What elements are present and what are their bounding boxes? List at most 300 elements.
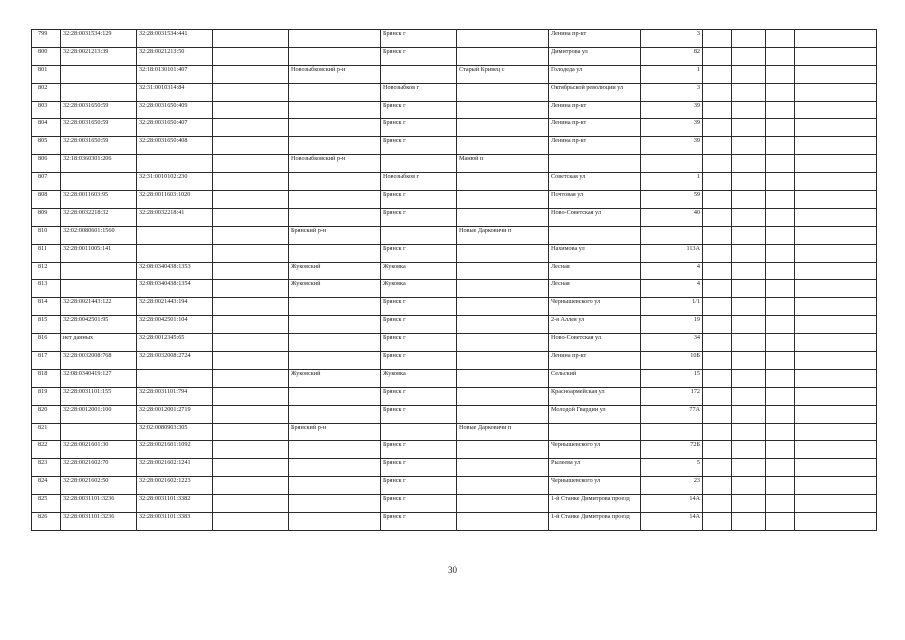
- empty-cell: [732, 298, 766, 316]
- empty-cell: [766, 226, 795, 244]
- land-cadastral-number-cell: 32:28:0021602:50: [61, 477, 137, 495]
- district-cell: [289, 191, 381, 209]
- empty-cell: [766, 30, 795, 48]
- district-cell: Новозыбковский р-н: [289, 65, 381, 83]
- house-number-cell: [641, 423, 703, 441]
- table-row: [32, 387, 877, 405]
- extra-cadastral-cell: [213, 495, 289, 513]
- district-cell: [289, 352, 381, 370]
- empty-cell: [732, 477, 766, 495]
- settlement-cell: [457, 47, 549, 65]
- object-cadastral-number-cell: 32:28:0021443:194: [137, 298, 213, 316]
- empty-cell: [795, 137, 877, 155]
- object-cadastral-number-cell: 32:28:0032218:41: [137, 208, 213, 226]
- empty-cell: [703, 137, 732, 155]
- table-row: [32, 423, 877, 441]
- district-cell: [289, 208, 381, 226]
- street-cell: Ленина пр-кт: [549, 101, 641, 119]
- extra-cadastral-cell: [213, 137, 289, 155]
- table-row: [32, 173, 877, 191]
- empty-cell: [703, 47, 732, 65]
- empty-cell: [766, 191, 795, 209]
- city-cell: Жуковка: [381, 369, 457, 387]
- district-cell: [289, 477, 381, 495]
- empty-cell: [766, 119, 795, 137]
- extra-cadastral-cell: [213, 298, 289, 316]
- table-row: [32, 30, 877, 48]
- settlement-cell: [457, 208, 549, 226]
- extra-cadastral-cell: [213, 83, 289, 101]
- empty-cell: [795, 119, 877, 137]
- extra-cadastral-cell: [213, 155, 289, 173]
- city-cell: Брянск г: [381, 405, 457, 423]
- table-row: [32, 495, 877, 513]
- empty-cell: [703, 101, 732, 119]
- object-cadastral-number-cell: 32:28:0031101:3383: [137, 513, 213, 531]
- table-row: [32, 65, 877, 83]
- object-cadastral-number-cell: 32:28:0031650:407: [137, 119, 213, 137]
- empty-cell: [795, 352, 877, 370]
- land-cadastral-number-cell: 32:28:0032218:32: [61, 208, 137, 226]
- empty-cell: [766, 65, 795, 83]
- city-cell: Брянск г: [381, 495, 457, 513]
- district-cell: [289, 30, 381, 48]
- empty-cell: [703, 119, 732, 137]
- object-cadastral-number-cell: 32:28:0021601:1092: [137, 441, 213, 459]
- land-cadastral-number-cell: 32:28:0021213:39: [61, 47, 137, 65]
- district-cell: Жуковский: [289, 262, 381, 280]
- settlement-cell: [457, 280, 549, 298]
- empty-cell: [766, 280, 795, 298]
- empty-cell: [703, 208, 732, 226]
- street-cell: Лесная: [549, 262, 641, 280]
- house-number-cell: 172: [641, 387, 703, 405]
- empty-cell: [766, 352, 795, 370]
- row-number-cell: 811: [32, 244, 61, 262]
- settlement-cell: [457, 262, 549, 280]
- object-cadastral-number-cell: 32:28:0042501:104: [137, 316, 213, 334]
- district-cell: [289, 244, 381, 262]
- table-row: [32, 513, 877, 531]
- row-number-cell: 816: [32, 334, 61, 352]
- object-cadastral-number-cell: 32:31:0010102:230: [137, 173, 213, 191]
- empty-cell: [703, 459, 732, 477]
- object-cadastral-number-cell: 32:08:0340438:1353: [137, 262, 213, 280]
- empty-cell: [703, 352, 732, 370]
- house-number-cell: 1/1: [641, 298, 703, 316]
- city-cell: [381, 155, 457, 173]
- object-cadastral-number-cell: [137, 226, 213, 244]
- empty-cell: [795, 477, 877, 495]
- row-number-cell: 818: [32, 369, 61, 387]
- row-number-cell: 815: [32, 316, 61, 334]
- city-cell: Новозыбков г: [381, 83, 457, 101]
- object-cadastral-number-cell: 32:08:0340438:1354: [137, 280, 213, 298]
- empty-cell: [732, 226, 766, 244]
- empty-cell: [732, 387, 766, 405]
- district-cell: [289, 101, 381, 119]
- registry-table: [31, 29, 877, 531]
- empty-cell: [795, 173, 877, 191]
- empty-cell: [795, 513, 877, 531]
- empty-cell: [703, 405, 732, 423]
- empty-cell: [795, 65, 877, 83]
- city-cell: Брянск г: [381, 208, 457, 226]
- table-row: [32, 83, 877, 101]
- city-cell: Брянск г: [381, 47, 457, 65]
- object-cadastral-number-cell: 32:28:0031101:3382: [137, 495, 213, 513]
- object-cadastral-number-cell: 32:28:0032008:2724: [137, 352, 213, 370]
- house-number-cell: 34: [641, 334, 703, 352]
- land-cadastral-number-cell: 32:28:0042501:95: [61, 316, 137, 334]
- street-cell: Почтовая ул: [549, 191, 641, 209]
- empty-cell: [795, 441, 877, 459]
- land-cadastral-number-cell: 32:08:0340419:127: [61, 369, 137, 387]
- city-cell: Брянск г: [381, 441, 457, 459]
- land-cadastral-number-cell: 32:02:0080601:1560: [61, 226, 137, 244]
- empty-cell: [703, 298, 732, 316]
- house-number-cell: 14А: [641, 495, 703, 513]
- settlement-cell: [457, 334, 549, 352]
- empty-cell: [795, 30, 877, 48]
- house-number-cell: 39: [641, 101, 703, 119]
- land-cadastral-number-cell: [61, 280, 137, 298]
- house-number-cell: 15: [641, 369, 703, 387]
- empty-cell: [703, 191, 732, 209]
- city-cell: Брянск г: [381, 334, 457, 352]
- settlement-cell: [457, 495, 549, 513]
- settlement-cell: [457, 101, 549, 119]
- street-cell: Ново-Советская ул: [549, 334, 641, 352]
- land-cadastral-number-cell: 32:28:0021443:122: [61, 298, 137, 316]
- empty-cell: [766, 83, 795, 101]
- empty-cell: [703, 495, 732, 513]
- object-cadastral-number-cell: [137, 155, 213, 173]
- empty-cell: [795, 298, 877, 316]
- empty-cell: [732, 513, 766, 531]
- row-number-cell: 803: [32, 101, 61, 119]
- empty-cell: [732, 441, 766, 459]
- district-cell: [289, 137, 381, 155]
- empty-cell: [732, 244, 766, 262]
- settlement-cell: [457, 477, 549, 495]
- city-cell: Брянск г: [381, 387, 457, 405]
- table-row: [32, 101, 877, 119]
- row-number-cell: 819: [32, 387, 61, 405]
- row-number-cell: 805: [32, 137, 61, 155]
- extra-cadastral-cell: [213, 191, 289, 209]
- empty-cell: [732, 459, 766, 477]
- extra-cadastral-cell: [213, 47, 289, 65]
- city-cell: Брянск г: [381, 316, 457, 334]
- row-number-cell: 808: [32, 191, 61, 209]
- empty-cell: [732, 30, 766, 48]
- empty-cell: [732, 155, 766, 173]
- extra-cadastral-cell: [213, 423, 289, 441]
- table-row: [32, 352, 877, 370]
- table-row: [32, 262, 877, 280]
- row-number-cell: 801: [32, 65, 61, 83]
- empty-cell: [795, 334, 877, 352]
- extra-cadastral-cell: [213, 477, 289, 495]
- object-cadastral-number-cell: 32:28:0012345:65: [137, 334, 213, 352]
- extra-cadastral-cell: [213, 513, 289, 531]
- row-number-cell: 822: [32, 441, 61, 459]
- house-number-cell: 3: [641, 83, 703, 101]
- land-cadastral-number-cell: [61, 83, 137, 101]
- land-cadastral-number-cell: нет данных: [61, 334, 137, 352]
- extra-cadastral-cell: [213, 262, 289, 280]
- row-number-cell: 810: [32, 226, 61, 244]
- table-row: [32, 226, 877, 244]
- city-cell: Брянск г: [381, 101, 457, 119]
- extra-cadastral-cell: [213, 405, 289, 423]
- empty-cell: [795, 369, 877, 387]
- empty-cell: [795, 405, 877, 423]
- object-cadastral-number-cell: 32:02:0080903:305: [137, 423, 213, 441]
- empty-cell: [766, 513, 795, 531]
- empty-cell: [703, 423, 732, 441]
- empty-cell: [766, 423, 795, 441]
- table-row: [32, 155, 877, 173]
- house-number-cell: 4: [641, 262, 703, 280]
- district-cell: [289, 298, 381, 316]
- empty-cell: [732, 119, 766, 137]
- street-cell: Молодой Гвардии ул: [549, 405, 641, 423]
- street-cell: Красноармейская ул: [549, 387, 641, 405]
- empty-cell: [766, 495, 795, 513]
- house-number-cell: 14А: [641, 513, 703, 531]
- empty-cell: [795, 155, 877, 173]
- street-cell: 1-й Станке Димитрова проезд: [549, 495, 641, 513]
- city-cell: Жуковка: [381, 280, 457, 298]
- empty-cell: [732, 101, 766, 119]
- empty-cell: [703, 334, 732, 352]
- settlement-cell: [457, 441, 549, 459]
- street-cell: Рылеева ул: [549, 459, 641, 477]
- empty-cell: [703, 262, 732, 280]
- city-cell: Брянск г: [381, 119, 457, 137]
- row-number-cell: 825: [32, 495, 61, 513]
- street-cell: Голодеда ул: [549, 65, 641, 83]
- extra-cadastral-cell: [213, 101, 289, 119]
- table-row: [32, 119, 877, 137]
- empty-cell: [703, 65, 732, 83]
- empty-cell: [766, 441, 795, 459]
- empty-cell: [732, 316, 766, 334]
- district-cell: [289, 173, 381, 191]
- land-cadastral-number-cell: [61, 173, 137, 191]
- street-cell: [549, 226, 641, 244]
- empty-cell: [732, 191, 766, 209]
- district-cell: [289, 441, 381, 459]
- empty-cell: [795, 47, 877, 65]
- empty-cell: [703, 441, 732, 459]
- house-number-cell: 5: [641, 459, 703, 477]
- extra-cadastral-cell: [213, 226, 289, 244]
- empty-cell: [732, 369, 766, 387]
- table-row: [32, 477, 877, 495]
- land-cadastral-number-cell: 32:28:0021601:30: [61, 441, 137, 459]
- empty-cell: [766, 369, 795, 387]
- empty-cell: [795, 316, 877, 334]
- row-number-cell: 812: [32, 262, 61, 280]
- empty-cell: [732, 280, 766, 298]
- settlement-cell: Манюй п: [457, 155, 549, 173]
- empty-cell: [703, 244, 732, 262]
- table-row: [32, 459, 877, 477]
- empty-cell: [795, 244, 877, 262]
- empty-cell: [732, 262, 766, 280]
- extra-cadastral-cell: [213, 30, 289, 48]
- settlement-cell: [457, 298, 549, 316]
- house-number-cell: 59: [641, 191, 703, 209]
- object-cadastral-number-cell: 32:28:0012001:2719: [137, 405, 213, 423]
- empty-cell: [703, 387, 732, 405]
- house-number-cell: 82: [641, 47, 703, 65]
- empty-cell: [732, 173, 766, 191]
- empty-cell: [703, 173, 732, 191]
- settlement-cell: [457, 352, 549, 370]
- object-cadastral-number-cell: 32:18:0130101:407: [137, 65, 213, 83]
- city-cell: [381, 423, 457, 441]
- settlement-cell: [457, 459, 549, 477]
- empty-cell: [795, 83, 877, 101]
- object-cadastral-number-cell: [137, 244, 213, 262]
- empty-cell: [732, 137, 766, 155]
- registry-body: [32, 30, 877, 531]
- empty-cell: [766, 244, 795, 262]
- district-cell: Брянский р-н: [289, 423, 381, 441]
- empty-cell: [732, 423, 766, 441]
- object-cadastral-number-cell: 32:28:0021213:50: [137, 47, 213, 65]
- row-number-cell: 802: [32, 83, 61, 101]
- settlement-cell: [457, 387, 549, 405]
- settlement-cell: [457, 405, 549, 423]
- settlement-cell: [457, 191, 549, 209]
- settlement-cell: [457, 119, 549, 137]
- extra-cadastral-cell: [213, 119, 289, 137]
- empty-cell: [766, 477, 795, 495]
- extra-cadastral-cell: [213, 280, 289, 298]
- table-row: [32, 316, 877, 334]
- extra-cadastral-cell: [213, 369, 289, 387]
- row-number-cell: 813: [32, 280, 61, 298]
- extra-cadastral-cell: [213, 352, 289, 370]
- table-row: [32, 244, 877, 262]
- city-cell: Новозыбков г: [381, 173, 457, 191]
- empty-cell: [732, 47, 766, 65]
- empty-cell: [703, 477, 732, 495]
- house-number-cell: 72Б: [641, 441, 703, 459]
- object-cadastral-number-cell: 32:28:0031101:794: [137, 387, 213, 405]
- empty-cell: [766, 208, 795, 226]
- land-cadastral-number-cell: 32:28:0031534:129: [61, 30, 137, 48]
- table-row: [32, 369, 877, 387]
- house-number-cell: 3: [641, 30, 703, 48]
- empty-cell: [703, 226, 732, 244]
- land-cadastral-number-cell: 32:28:0031650:59: [61, 137, 137, 155]
- street-cell: Сельский: [549, 369, 641, 387]
- district-cell: [289, 334, 381, 352]
- land-cadastral-number-cell: 32:28:0031650:59: [61, 101, 137, 119]
- empty-cell: [732, 405, 766, 423]
- land-cadastral-number-cell: 32:28:0031650:59: [61, 119, 137, 137]
- district-cell: [289, 405, 381, 423]
- empty-cell: [766, 262, 795, 280]
- empty-cell: [703, 316, 732, 334]
- empty-cell: [703, 369, 732, 387]
- settlement-cell: Старый Кривец с: [457, 65, 549, 83]
- settlement-cell: [457, 316, 549, 334]
- row-number-cell: 806: [32, 155, 61, 173]
- street-cell: Чернышевского ул: [549, 477, 641, 495]
- empty-cell: [795, 387, 877, 405]
- land-cadastral-number-cell: 32:18:0360301:206: [61, 155, 137, 173]
- empty-cell: [703, 280, 732, 298]
- extra-cadastral-cell: [213, 459, 289, 477]
- extra-cadastral-cell: [213, 441, 289, 459]
- district-cell: [289, 459, 381, 477]
- city-cell: [381, 65, 457, 83]
- house-number-cell: [641, 226, 703, 244]
- street-cell: Нахимова ул: [549, 244, 641, 262]
- empty-cell: [732, 334, 766, 352]
- house-number-cell: 1: [641, 65, 703, 83]
- district-cell: Жуковский: [289, 280, 381, 298]
- street-cell: [549, 155, 641, 173]
- district-cell: [289, 513, 381, 531]
- row-number-cell: 821: [32, 423, 61, 441]
- extra-cadastral-cell: [213, 316, 289, 334]
- table-row: [32, 280, 877, 298]
- house-number-cell: 113А: [641, 244, 703, 262]
- street-cell: Октябрьской революции ул: [549, 83, 641, 101]
- row-number-cell: 823: [32, 459, 61, 477]
- empty-cell: [766, 387, 795, 405]
- row-number-cell: 820: [32, 405, 61, 423]
- city-cell: Брянск г: [381, 459, 457, 477]
- empty-cell: [703, 30, 732, 48]
- empty-cell: [766, 316, 795, 334]
- row-number-cell: 814: [32, 298, 61, 316]
- empty-cell: [795, 191, 877, 209]
- street-cell: Ново-Советская ул: [549, 208, 641, 226]
- empty-cell: [795, 101, 877, 119]
- object-cadastral-number-cell: 32:28:0031650:408: [137, 137, 213, 155]
- empty-cell: [732, 352, 766, 370]
- house-number-cell: 4: [641, 280, 703, 298]
- object-cadastral-number-cell: [137, 369, 213, 387]
- extra-cadastral-cell: [213, 173, 289, 191]
- house-number-cell: 39: [641, 119, 703, 137]
- district-cell: [289, 47, 381, 65]
- object-cadastral-number-cell: 32:28:0011603:1020: [137, 191, 213, 209]
- city-cell: Брянск г: [381, 244, 457, 262]
- row-number-cell: 809: [32, 208, 61, 226]
- row-number-cell: 826: [32, 513, 61, 531]
- empty-cell: [795, 208, 877, 226]
- street-cell: Димитрова ул: [549, 47, 641, 65]
- house-number-cell: 10Б: [641, 352, 703, 370]
- city-cell: Брянск г: [381, 513, 457, 531]
- empty-cell: [766, 101, 795, 119]
- city-cell: Брянск г: [381, 191, 457, 209]
- table-row: [32, 334, 877, 352]
- house-number-cell: 1: [641, 173, 703, 191]
- district-cell: [289, 387, 381, 405]
- table-row: [32, 137, 877, 155]
